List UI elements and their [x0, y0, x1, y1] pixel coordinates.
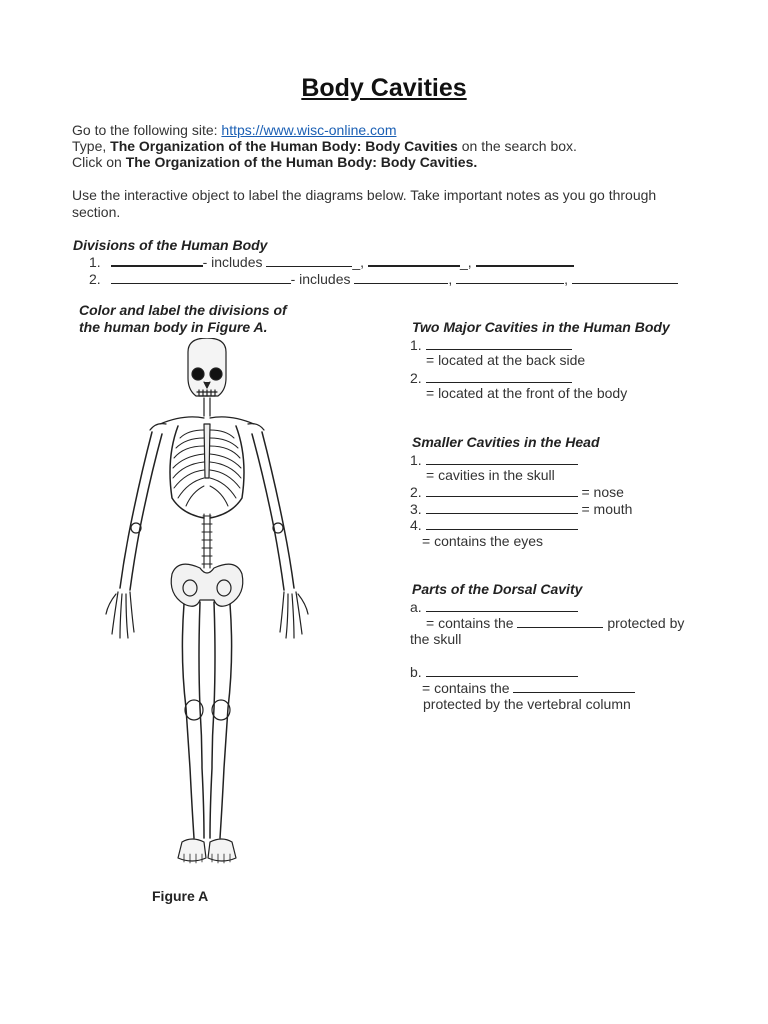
division-item-1-number: 1. [89, 254, 101, 270]
division-2-part-3-blank[interactable] [572, 270, 678, 284]
head-cavity-4-number: 4. [410, 517, 422, 533]
wisc-online-link[interactable]: https://www.wisc-online.com [221, 122, 397, 138]
division-2-part-1-blank[interactable] [354, 270, 448, 284]
major-cavity-2-blank[interactable] [426, 369, 572, 383]
major-cavity-2-number: 2. [410, 370, 422, 386]
dorsal-part-a-organ-blank[interactable] [517, 614, 603, 628]
intro-line-1 [72, 122, 396, 138]
division-1-comma-1: _, [352, 254, 365, 270]
division-item-2 [89, 270, 678, 287]
head-cavity-1-blank[interactable] [426, 451, 578, 465]
intro-line-3 [72, 154, 477, 170]
dorsal-part-a-desc [426, 614, 684, 631]
dorsal-part-a-blank[interactable] [426, 598, 578, 612]
dorsal-part-b-desc-line-2: protected by the vertebral column [423, 696, 631, 712]
division-item-2-number: 2. [89, 271, 101, 287]
intro-line-3-bold: The Organization of the Human Body: Body Cavities. [125, 154, 478, 170]
dorsal-part-b-desc-prefix: = contains the [422, 680, 510, 696]
dorsal-part-b-label: b. [410, 664, 422, 680]
dorsal-part-a [410, 598, 578, 615]
division-item-1-includes: - includes [202, 254, 263, 270]
dorsal-part-a-desc-prefix: = contains the [426, 615, 514, 631]
division-1-blank[interactable] [111, 252, 203, 267]
divisions-heading: Divisions of the Human Body [73, 237, 268, 253]
head-cavity-2-desc: = nose [581, 484, 624, 500]
major-cavity-1-blank[interactable] [426, 336, 572, 350]
head-cavity-1-desc: = cavities in the skull [426, 467, 555, 483]
page-title: Body Cavities [301, 74, 467, 102]
intro-line-2-prefix: Type, [72, 138, 111, 154]
head-cavity-3-blank[interactable] [426, 500, 578, 514]
intro-line-2-suffix: on the search box. [457, 138, 577, 154]
figure-instruction-line-1: Color and label the divisions of [79, 302, 287, 318]
major-cavity-1 [410, 336, 572, 353]
dorsal-part-b-desc [422, 679, 635, 696]
head-cavities-heading: Smaller Cavities in the Head [412, 434, 600, 450]
division-2-comma-1: , [448, 271, 453, 287]
head-cavity-3-desc: = mouth [581, 501, 633, 517]
head-cavity-4 [410, 516, 578, 533]
figure-caption: Figure A [152, 888, 209, 904]
instructions-line-1: Use the interactive object to label the diagrams below. Take important notes as you go through [72, 187, 657, 203]
head-cavity-4-desc: = contains the eyes [422, 533, 544, 549]
major-cavity-2-desc: = located at the front of the body [426, 385, 628, 401]
intro-line-2 [72, 138, 577, 154]
skeleton-illustration [100, 338, 314, 868]
head-cavity-2-blank[interactable] [426, 483, 578, 497]
division-2-comma-2: , [564, 271, 569, 287]
division-1-part-1-blank[interactable] [266, 253, 352, 267]
major-cavity-1-number: 1. [410, 337, 422, 353]
intro-line-3-prefix: Click on [72, 154, 126, 170]
dorsal-part-a-desc-suffix: protected by [607, 615, 685, 631]
dorsal-part-a-desc-line-2: the skull [410, 631, 462, 647]
head-cavity-1 [410, 451, 578, 468]
division-2-blank[interactable] [111, 270, 291, 284]
figure-instruction-line-2: the human body in Figure A. [79, 319, 268, 335]
division-item-2-includes: - includes [290, 271, 351, 287]
head-cavity-1-number: 1. [410, 452, 422, 468]
dorsal-part-a-label: a. [410, 599, 422, 615]
dorsal-part-b-blank[interactable] [426, 663, 578, 677]
intro-line-1-text: Go to the following site: [72, 122, 222, 138]
major-cavity-2 [410, 369, 572, 386]
dorsal-heading: Parts of the Dorsal Cavity [412, 581, 583, 597]
division-1-comma-2: _, [459, 254, 472, 270]
division-item-1 [89, 252, 574, 270]
dorsal-part-b-organ-blank[interactable] [513, 679, 635, 693]
division-2-part-2-blank[interactable] [456, 270, 564, 284]
head-cavity-2 [410, 483, 624, 500]
head-cavity-3-number: 3. [410, 501, 422, 517]
division-1-part-3-blank[interactable] [476, 252, 574, 267]
division-1-part-2-blank[interactable] [368, 252, 460, 267]
instructions-line-2: section. [72, 204, 121, 220]
dorsal-part-b [410, 663, 578, 680]
major-cavity-1-desc: = located at the back side [426, 352, 586, 368]
major-cavities-heading: Two Major Cavities in the Human Body [412, 319, 670, 335]
head-cavity-4-blank[interactable] [426, 516, 578, 530]
head-cavity-2-number: 2. [410, 484, 422, 500]
head-cavity-3 [410, 500, 632, 517]
intro-line-2-bold: The Organization of the Human Body: Body Cavities [110, 138, 458, 154]
